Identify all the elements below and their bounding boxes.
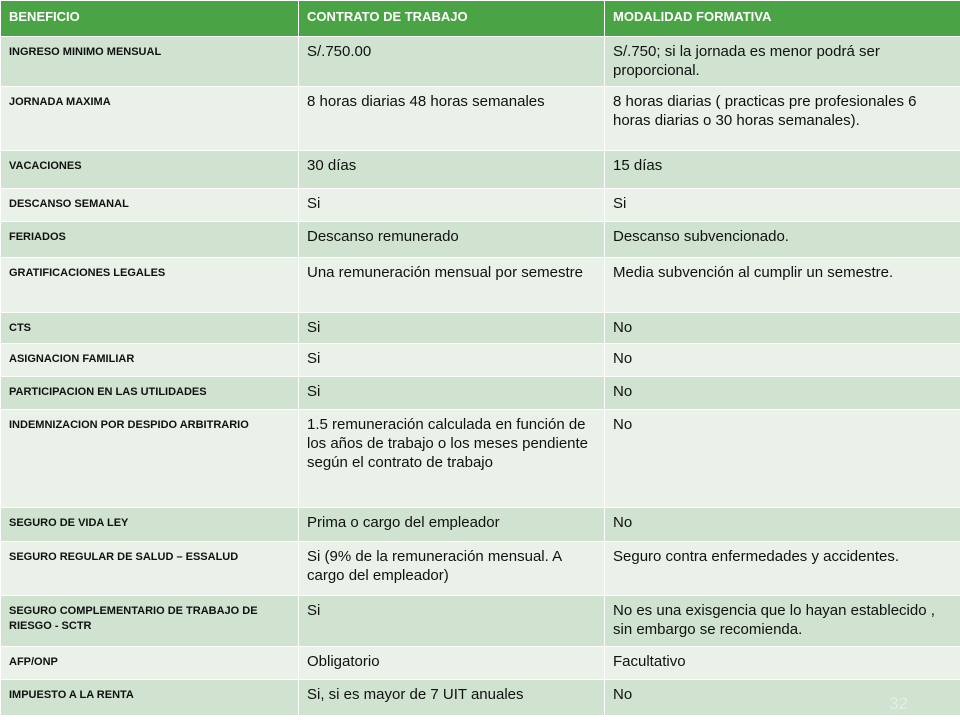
cell-contrato: Si [299,377,605,410]
cell-modalidad: No [605,344,960,377]
cell-modalidad: Seguro contra enfermedades y accidentes. [605,542,960,596]
cell-contrato: S/.750.00 [299,37,605,87]
cell-modalidad: Descanso subvencionado. [605,222,960,258]
cell-modalidad: S/.750; si la jornada es menor podrá ser proporcional. [605,37,960,87]
cell-contrato: Si (9% de la remuneración mensual. A cargo del empleador) [299,542,605,596]
table-row [1,151,960,189]
cell-contrato: 30 días [299,151,605,189]
cell-beneficio: INDEMNIZACION POR DESPIDO ARBITRARIO [1,410,299,508]
table-row [1,222,960,258]
table-row [1,596,960,647]
cell-beneficio: DESCANSO SEMANAL [1,189,299,222]
cell-beneficio: SEGURO DE VIDA LEY [1,508,299,542]
header-row [1,1,960,37]
table-row [1,87,960,151]
cell-beneficio: GRATIFICACIONES LEGALES [1,258,299,313]
table-row [1,377,960,410]
cell-beneficio: IMPUESTO A LA RENTA [1,680,299,716]
header-modalidad: MODALIDAD FORMATIVA [605,1,960,37]
cell-contrato: 8 horas diarias 48 horas semanales [299,87,605,151]
table-row [1,37,960,87]
cell-beneficio: SEGURO REGULAR DE SALUD – ESSALUD [1,542,299,596]
cell-contrato: Si [299,344,605,377]
table-row [1,344,960,377]
table-row [1,189,960,222]
cell-modalidad: Facultativo [605,647,960,680]
cell-modalidad: Si [605,189,960,222]
cell-beneficio: SEGURO COMPLEMENTARIO DE TRABAJO DE RIESGO - SCTR [1,596,299,647]
header-beneficio: BENEFICIO [1,1,299,37]
cell-beneficio: VACACIONES [1,151,299,189]
cell-contrato: Si [299,313,605,344]
cell-beneficio: ASIGNACION FAMILIAR [1,344,299,377]
cell-modalidad: Media subvención al cumplir un semestre. [605,258,960,313]
cell-modalidad: No es una exisgencia que lo hayan establecido , sin embargo se recomienda. [605,596,960,647]
table-row [1,258,960,313]
cell-beneficio: CTS [1,313,299,344]
table-row [1,647,960,680]
cell-modalidad: No [605,313,960,344]
cell-contrato: Obligatorio [299,647,605,680]
table-row [1,410,960,508]
cell-contrato: Si, si es mayor de 7 UIT anuales [299,680,605,716]
cell-beneficio: INGRESO MINIMO MENSUAL [1,37,299,87]
table-row [1,508,960,542]
cell-contrato: Si [299,596,605,647]
cell-modalidad: No [605,410,960,508]
cell-modalidad: No [605,508,960,542]
header-contrato: CONTRATO DE TRABAJO [299,1,605,37]
cell-contrato: 1.5 remuneración calculada en función de los años de trabajo o los meses pendiente según el contrato de trabajo [299,410,605,508]
cell-contrato: Una remuneración mensual por semestre [299,258,605,313]
cell-beneficio: PARTICIPACION EN LAS UTILIDADES [1,377,299,410]
cell-modalidad: No [605,377,960,410]
cell-modalidad: 8 horas diarias ( practicas pre profesionales 6 horas diarias o 30 horas semanales). [605,87,960,151]
cell-contrato: Descanso remunerado [299,222,605,258]
cell-contrato: Si [299,189,605,222]
table-row [1,542,960,596]
cell-contrato: Prima o cargo del empleador [299,508,605,542]
cell-modalidad: 15 días [605,151,960,189]
page-number: 32 [889,694,908,713]
table-row [1,313,960,344]
table-row [1,680,960,716]
cell-beneficio: FERIADOS [1,222,299,258]
cell-modalidad: No [605,680,960,716]
cell-beneficio: JORNADA MAXIMA [1,87,299,151]
cell-beneficio: AFP/ONP [1,647,299,680]
